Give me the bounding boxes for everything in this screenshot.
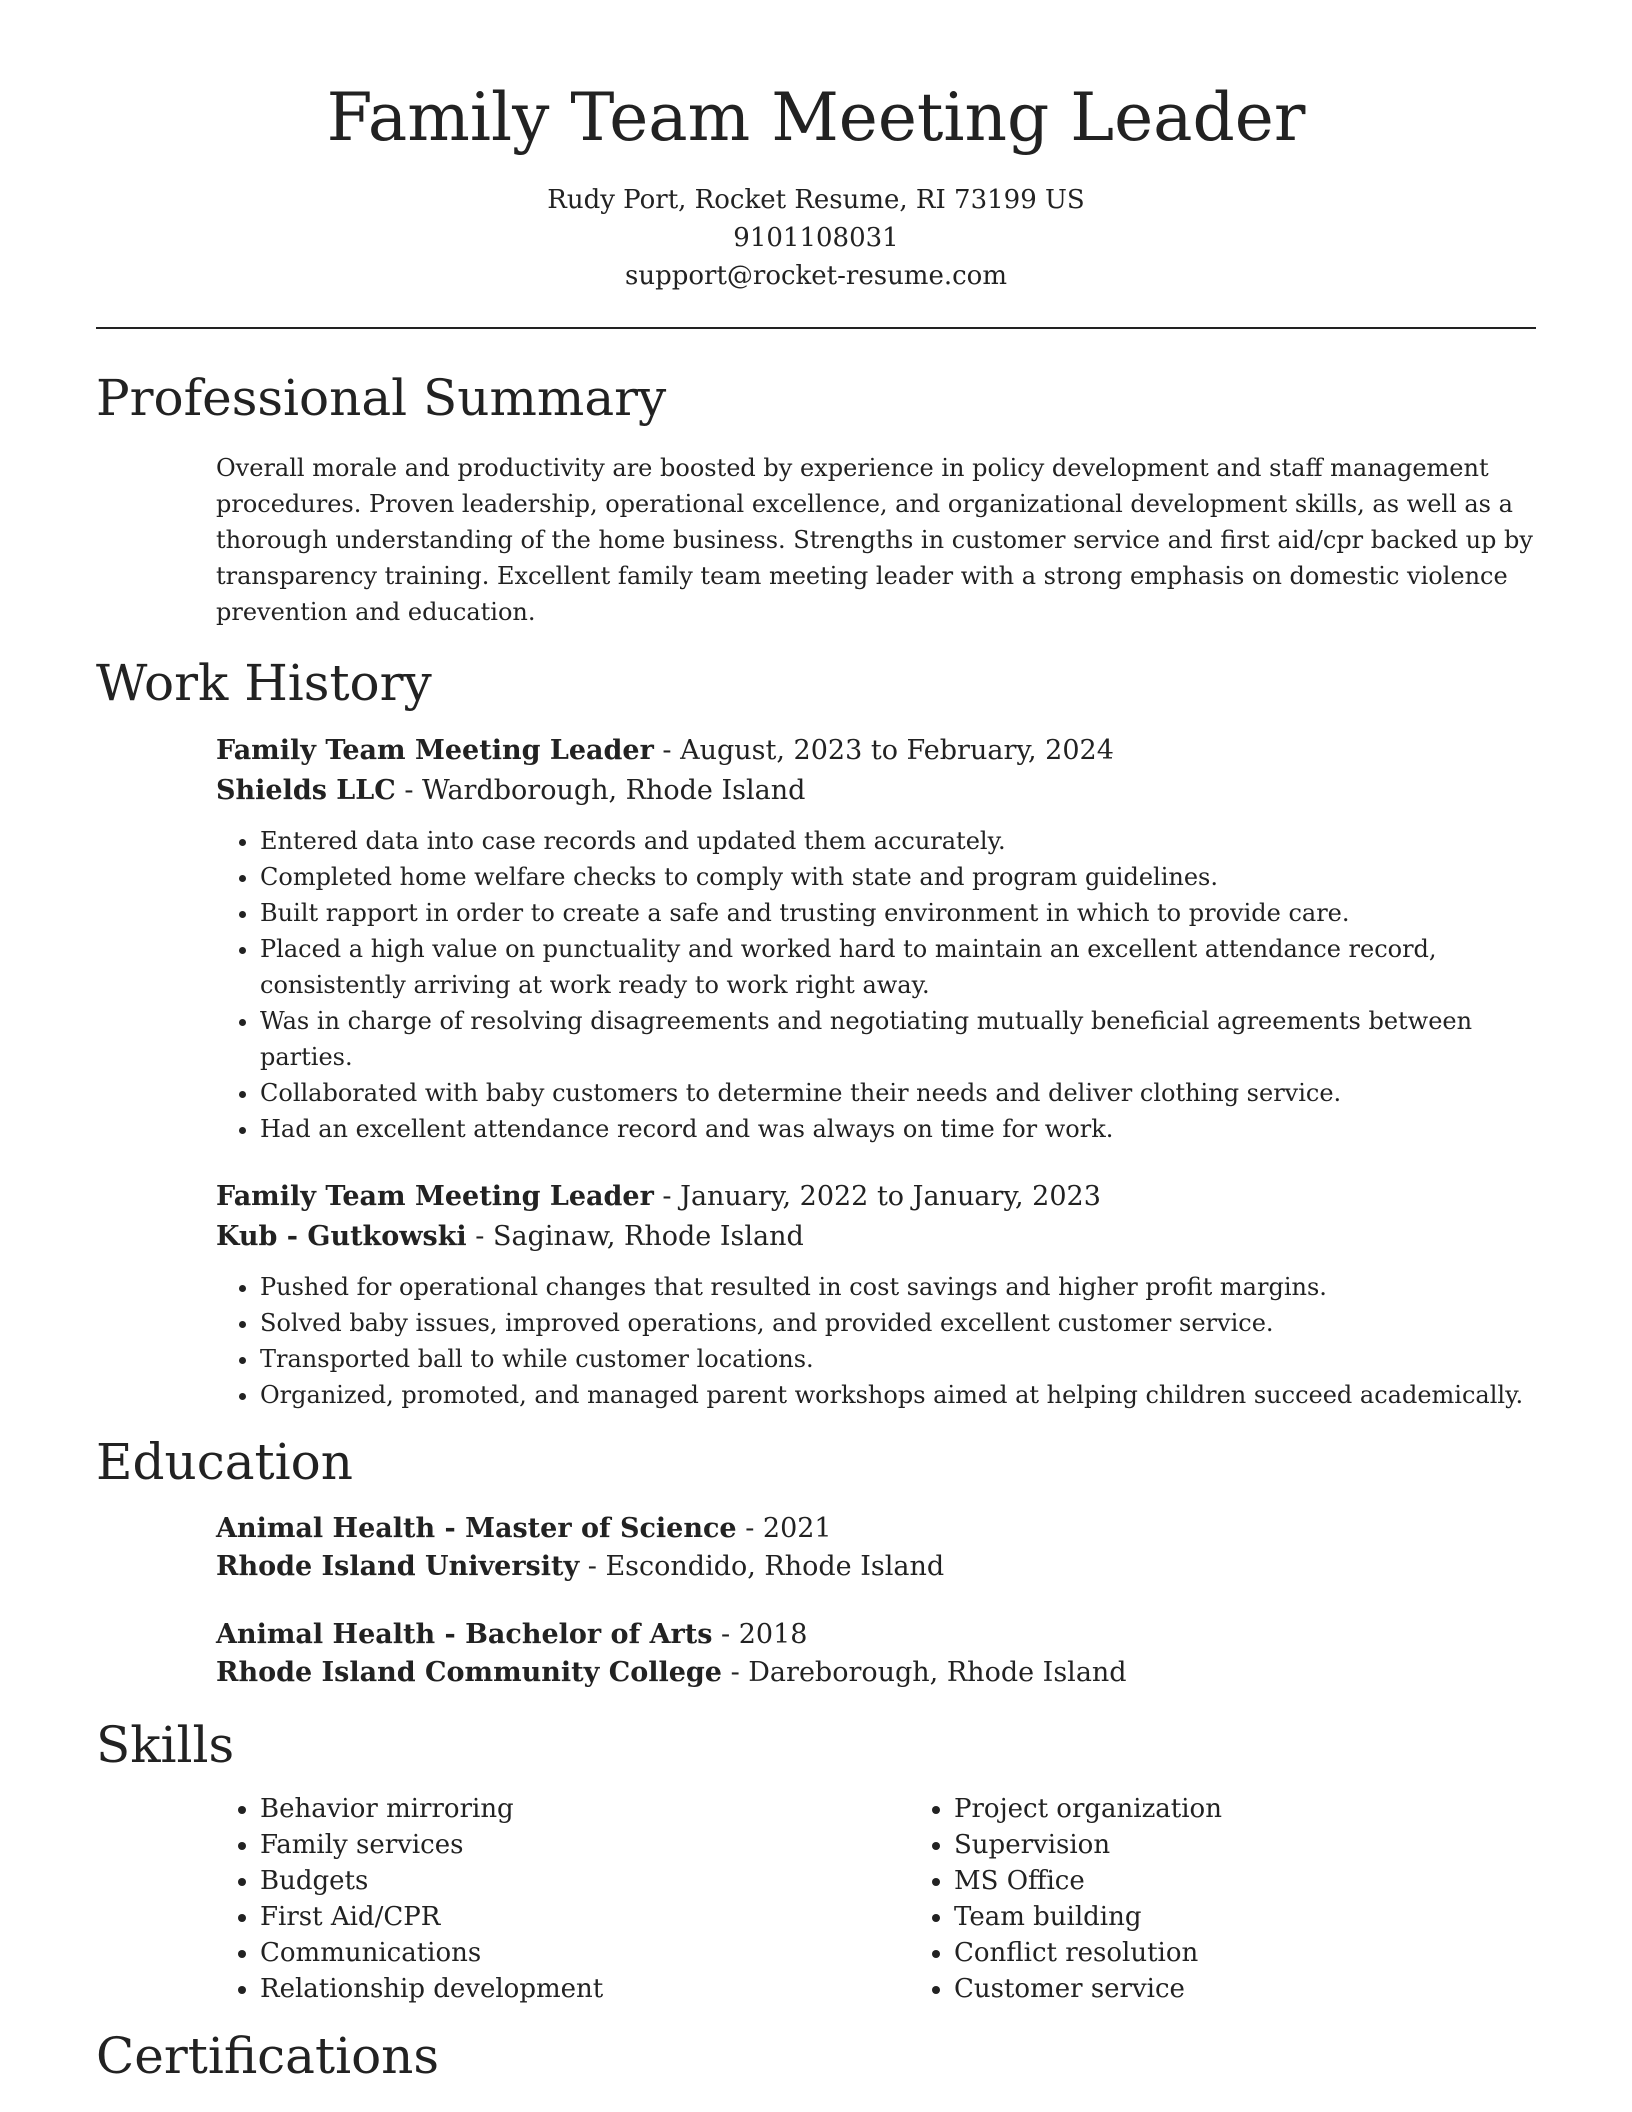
section-title-education: Education (96, 1432, 353, 1491)
job-company: Kub - Gutkowski (216, 1220, 467, 1252)
job-company-line (216, 1217, 1536, 1257)
job-company-line (216, 771, 1536, 811)
education-school-line (216, 1654, 1536, 1692)
contact-email: support@rocket-resume.com (624, 260, 1007, 291)
skills-column-left (216, 1791, 910, 2007)
job-title-line (216, 1177, 1536, 1217)
section-title-work-history: Work History (96, 653, 432, 712)
job-dates: - August, 2023 to February, 2024 (653, 734, 1114, 766)
education-degree: Animal Health - Bachelor of Arts (216, 1618, 713, 1650)
job-bullet: • Collaborated with baby customers to determine their needs and deliver clothing service. (260, 1075, 1536, 1111)
job-bullet: • Pushed for operational changes that resulted in cost savings and higher profit margins. (260, 1269, 1536, 1305)
job-bullets (216, 1269, 1536, 1413)
job-bullet: • Organized, promoted, and managed parent workshops aimed at helping children succeed academically. (260, 1377, 1536, 1413)
skill-item: • MS Office (954, 1863, 1222, 1899)
job-entry (216, 731, 1536, 1147)
job-bullet: • Had an excellent attendance record and was always on time for work. (260, 1111, 1536, 1147)
education-location: - Dareborough, Rhode Island (722, 1656, 1127, 1688)
job-location: - Saginaw, Rhode Island (466, 1220, 804, 1252)
education-year: - 2018 (712, 1618, 808, 1650)
skill-item: • First Aid/CPR (260, 1899, 910, 1935)
job-entry (216, 1177, 1536, 1413)
job-bullet: • Completed home welfare checks to comply with state and program guidelines. (260, 859, 1536, 895)
job-dates: - January, 2022 to January, 2023 (653, 1180, 1101, 1212)
education-school: Rhode Island University (216, 1550, 580, 1582)
skill-item: • Customer service (954, 1971, 1222, 2007)
job-title: Family Team Meeting Leader (216, 1180, 654, 1212)
skill-item: • Supervision (954, 1827, 1222, 1863)
contact-address: Rudy Port, Rocket Resume, RI 73199 US (547, 184, 1085, 215)
job-company: Shields LLC (216, 774, 396, 806)
job-bullet: • Entered data into case records and updated them accurately. (260, 823, 1536, 859)
section-title-summary: Professional Summary (96, 368, 667, 427)
skill-item: • Budgets (260, 1863, 910, 1899)
education-degree: Animal Health - Master of Science (216, 1512, 737, 1544)
job-bullet: • Transported ball to while customer locations. (260, 1341, 1536, 1377)
job-bullet: • Built rapport in order to create a safe and trusting environment in which to provide care. (260, 895, 1536, 931)
education-year: - 2021 (736, 1512, 832, 1544)
resume-header (0, 0, 1632, 295)
contact-phone: 9101108031 (733, 222, 899, 253)
section-title-skills: Skills (96, 1715, 235, 1774)
skill-item: • Relationship development (260, 1971, 910, 2007)
job-location: - Wardborough, Rhode Island (395, 774, 806, 806)
job-bullet: • Placed a high value on punctuality and worked hard to maintain an excellent attendance record, consistently arriving at work ready to work right away. (260, 931, 1536, 1003)
skills-grid (0, 1791, 1632, 2007)
work-history-list (0, 731, 1632, 1413)
education-school: Rhode Island Community College (216, 1656, 722, 1688)
education-school-line (216, 1548, 1536, 1586)
job-title: Family Team Meeting Leader (216, 734, 654, 766)
education-degree-line (216, 1510, 1536, 1548)
job-title-line (216, 731, 1536, 771)
skill-item: • Team building (954, 1899, 1222, 1935)
skill-item: • Family services (260, 1827, 910, 1863)
job-bullet: • Solved baby issues, improved operations, and provided excellent customer service. (260, 1305, 1536, 1341)
summary-text: Overall morale and productivity are boosted by experience in policy development and staff management procedures. Proven leadership, operational excellence, and organizational development skills, as well as a thorough understanding of the home business. Strengths in customer service and first aid/cpr backed up by transparency training. Excellent family team meeting leader with a strong emphasis on domestic violence prevention and education. (216, 453, 1533, 626)
education-list (0, 1510, 1632, 1692)
education-entry (216, 1616, 1536, 1692)
education-degree-line (216, 1616, 1536, 1654)
header-divider (96, 327, 1536, 329)
job-bullet: • Was in charge of resolving disagreements and negotiating mutually beneficial agreements between parties. (260, 1003, 1536, 1075)
skill-item: • Behavior mirroring (260, 1791, 910, 1827)
skill-item: • Communications (260, 1935, 910, 1971)
section-title-certifications: Certifications (96, 2026, 440, 2085)
job-bullets (216, 823, 1536, 1147)
candidate-name: Family Team Meeting Leader (326, 79, 1306, 156)
education-location: - Escondido, Rhode Island (579, 1550, 945, 1582)
education-entry (216, 1510, 1536, 1586)
skill-item: • Conflict resolution (954, 1935, 1222, 1971)
skills-column-right (910, 1791, 1222, 2007)
skill-item: • Project organization (954, 1791, 1222, 1827)
